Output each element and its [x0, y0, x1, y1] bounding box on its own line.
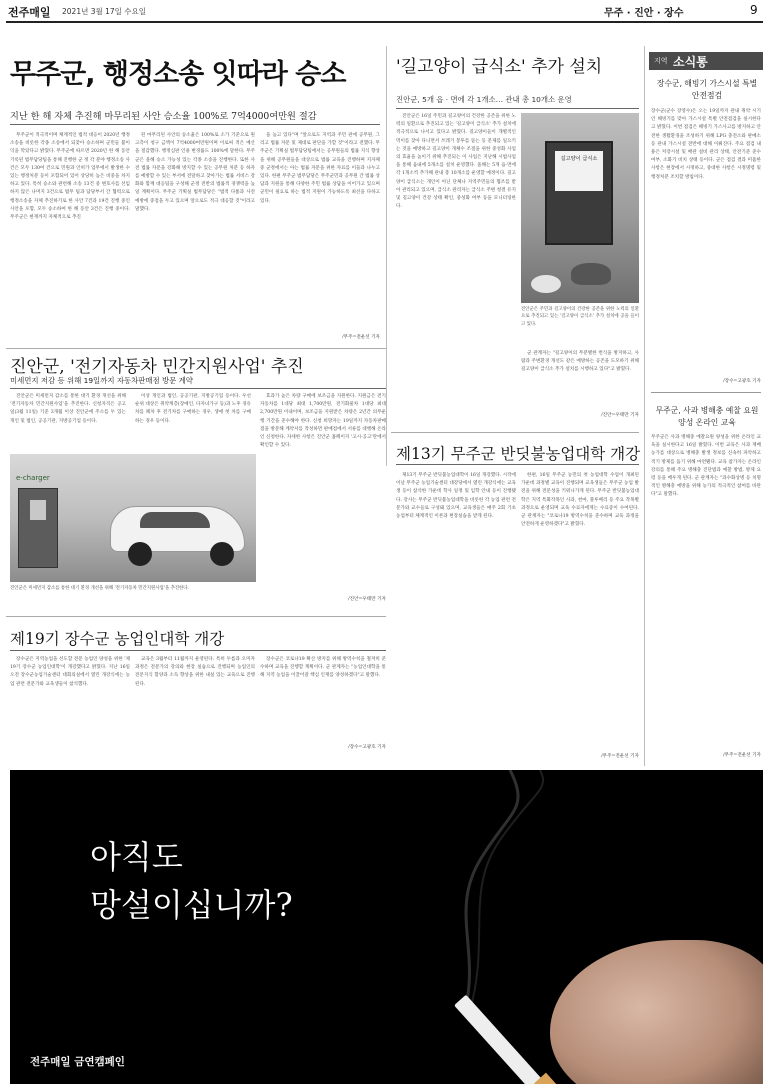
col-divider-2	[644, 46, 645, 766]
feeder-sign-text: 길고양이 급식소	[560, 156, 598, 162]
sidebar-item1-byline: /장수=고광호 기자	[723, 379, 761, 384]
article3-subhead-rule	[10, 388, 386, 389]
ad-line1: 아직도	[90, 838, 183, 876]
article2-subhead: 진안군, 5개 읍 · 면에 각 1개소… 관내 총 10개소 운영	[396, 95, 572, 104]
article3-top-rule	[6, 348, 386, 349]
cat-feeder-photo	[521, 113, 639, 303]
article3-subhead: 미세먼지 저감 등 위해 19일까지 자동차판매점 방문 계약	[10, 376, 193, 385]
ad-line2: 망설이십니까?	[90, 886, 293, 924]
article1-subhead: 지난 한 해 자체 추진해 마무리된 사안 승소율 100%로 7억4000여만원 절감	[10, 111, 317, 122]
charger-unit-2	[30, 500, 46, 520]
cat-shape	[571, 263, 611, 285]
article2-headline: '길고양이 급식소' 추가 설치	[396, 57, 603, 77]
header-rule	[6, 21, 763, 23]
article1-byline: /무주=전운선 기자	[342, 335, 380, 340]
col-divider	[386, 46, 387, 466]
article4-col2: 한편, 16일 무주군 농민의 첫 농업대학 수업이 개최된 가운데 과정별 교육이 진행되며 교육생들은 무주군 농업 발전을 위해 전문성을 키워나가게 된다. 무주군 반딧불농업대학은 지역 특화작목인 사과, 천마, 블루베리 등 주요 작목별 과정으로 운영되며 교육 수료자에게는 수료증이 수여된다. 군 관계자는 "코로나19 방역수칙을 준수하며 교육 과정을 안전하게 운영하겠다"고 밝혔다.	[521, 473, 639, 528]
paper-name: 전주매일	[8, 6, 51, 19]
article5-col2: 교육은 3월부터 11월까지 운영된다. 특히 두릅과 오미자 과정은 전문가의 강의와 현장 실습으로 진행되며 농업인의 전문지식 함양과 소득 향상을 위한 내실 있는 교육으로 진행된다.	[135, 657, 255, 687]
sidebar-label: 지역	[654, 57, 668, 65]
sidebar-item2-body: 무주군은 사과 병해충 예찰요원 양성을 위한 온라인 교육을 실시한다고 16일 밝혔다. 이번 교육은 사과 재배 농가를 대상으로 병해충 발생 정보를 신속히 파악하고 적기 방제를 돕기 위해 마련됐다. 교육 참가자는 온라인 강의를 통해 주요 병해충 진단법과 예찰 방법, 방제 요령 등을 배우게 된다. 군 관계자는 "과수화상병 등 치명적인 병해충 예방을 위해 농가의 적극적인 참여를 바란다"고 말했다.	[651, 435, 761, 498]
article5-col3: 장수군은 코로나19 확산 방지를 위해 방역수칙을 철저히 준수하며 교육을 진행할 계획이다. 군 관계자는 "농업인대학을 통해 지역 농업을 이끌어갈 핵심 인재를 양성하겠다"고 말했다.	[260, 657, 386, 679]
ev-charger-photo	[10, 454, 256, 582]
article2-col2: 군 관계자는 "길고양이의 무분별한 번식을 방지하고, 사람과 주변환경 개선도 같은 예방하는 공존을 도모하기 위해 길고양이 급식소 추가 설치를 시행하고 있다"고 밝혔다.	[521, 351, 639, 373]
section-name: 무주 · 진안 · 장수	[604, 8, 684, 19]
article3-headline: 진안군, '전기자동차 민간지원사업' 추진	[10, 357, 304, 377]
sidebar-divider	[651, 392, 761, 393]
article4-top-rule	[391, 432, 639, 433]
article2-col1: 진안군은 16일 주민과 길고양이의 건강한 공존을 위한 노력의 일환으로 추진되고 있는 '길고양이 급식소' 추가 설치에 적극적으로 나서고 있다고 밝혔다. 길고양이들이 개별적인 먹이를 찾아 다니면서 쓰레기 봉투를 뜯는 등 문제를 일으키는 것을 예방하고 길고양이 개체수 조절을 위한 중성화 사업의 효율을 높이기 위해 추진되는 이 사업은 지난해 시범사업을 통해 읍내에 5개소를 설치 운영했다. 올해는 5개 읍·면에 각 1개소씩 추가해 관내 총 10개소를 운영할 예정이다. 길고양이 급식소는 개인이 아닌 단체나 지역주민들의 협조를 받아 관리되고 있으며, 급식소 관리자는 급식소 주변 청결 유지 및 길고양이 건강 상태 확인, 중성화 여부 등을 모니터링한다.	[396, 114, 516, 210]
article3-caption: 진안군은 미세먼지 감소를 통한 대기 환경 개선을 위해 '전기자동차 민간지원사업'을 추진한다.	[10, 586, 189, 591]
article1-col1: 무주군이 적극적이며 체계적인 법적 대응이 2020년 행정소송을 비롯한 각종 소송에서 되찾아 승소하며 군민들 불이익을 막았다고 밝혔다. 무주군에 따르면 2020년 한 해 동안 기록된 법무담당팀을 통해 진행한 군 정 각 분야 행정소송 사건은 모두 130여 건으로 민원과 인허가 업무에서 발생한 수 있는 행정처분 등이 포함되어 있어 상당히 높은 비중을 차지하고 있다. 특히 승소와 관련해 소송 13건 중 변호사를 선임하지 않은 나머지 3건으로 법무 팀과 담당부서 간 협력으로 행정소송을 자체 추진하기로 한 사안 7건과 19건 진행 중인 사안을 포함, 모두 승소하여 한 해 동안 3건은 진행 중이다. 무주군은 현재까지 자체적으로 추진	[10, 133, 130, 221]
article3-col2: 이상 개인과 법인, 공공기관, 지방공기업 등이다. 우선순위 대상은 취약계층(장애인, 다자녀가구 등)과 노후 경유차를 폐차 후 전기차를 구매하는 경우, 생애 첫 차를 구매하는 경우 등이다.	[135, 394, 251, 424]
article5-top-rule	[6, 616, 386, 617]
article4-headline: 제13기 무주군 반딧불농업대학 개강	[396, 445, 641, 463]
sidebar-item2-title: 무주군, 사과 병해충 예찰 요원 양성 온라인 교육	[655, 406, 759, 427]
article5-headline: 제19기 장수군 농업인대학 개강	[10, 630, 225, 648]
article1-col2: 된 마무리된 사안의 승소율은 100%로 소가 기준으로 원고측이 청구 금액이 7억4000여만원이며 이로써 적은 예산을 절감했다. 행정심판 인용 변경률도 100%에 달한다. 무주군은 올해 승소 가능성 있는 각종 소송을 진행한다. 또한 사전 법률 자문을 강화해 방지할 수 있는 공무원 처분 등 하자를 예방할 수 있는 부서에 전달하고 찾아가는 법률 서비스 강화와 함께 대응팀을 구성해 군정 전반의 법률적 경쟁력을 높일 계획이다. 무주군 기획실 법무담당은 "법적 다툼과 사전 예방에 중점을 두고 있으며 앞으로도 적극 대응할 것"이라고 말했다.	[135, 133, 255, 212]
feeder-sign	[555, 151, 603, 191]
sidebar-item2-byline: /무주=전운선 기자	[723, 753, 761, 758]
issue-date: 2021년 3월 17일 수요일	[62, 7, 147, 16]
anti-smoking-ad	[10, 770, 763, 1084]
article5-byline: /장수=고광호 기자	[348, 745, 386, 750]
sidebar-item1-title: 장수군, 해빙기 가스시설 특별 안전점검	[656, 79, 758, 100]
article3-col3: 효과가 높은 차량 구매에 보조금을 지원한다. 지원금은 전기자동차를 1대당 최대 1,700만원, 전기화물차 1대당 최대 2,700만원 이내이며, 보조금을 지원받은 차량은 2년간 의무운행 기간을 준수해야 한다. 신청 희망자는 19일까지 자동차판매점을 방문해 계약서를 작성하면 판매점에서 서류를 대행해 온라인 신청한다. 자세한 사항은 진안군 홈페이지 '고시·공고'란에서 확인할 수 있다.	[260, 394, 386, 449]
sidebar-item1-body: 장수군(군수 장영수)은 오는 19일까지 관내 취약 시기인 해빙기를 맞아 가스시설 특별 안전점검을 실시한다고 밝혔다. 이번 점검은 해빙기 가스사고를 방지하고 안전한 생활환경을 조성하기 위해 LPG 충전소와 판매소 등 관내 가스시설 전반에 대해 이뤄진다. 주요 점검 내용은 저장시설 및 배관 설비 관리 상태, 안전기준 준수 여부, 소화기 비치 상태 등이다. 군은 점검 결과 미흡한 사항은 현장에서 시정하고, 중대한 사항은 시정명령 및 행정처분 조치할 방침이다.	[651, 109, 761, 180]
article5-col1: 장수군은 지역농업을 선도할 전문 농업인 양성을 위한 '제19기 장수군 농업인대학'이 개강했다고 밝혔다. 지난 16일 오전 장수군농업기술센터 대회의실에서 열린 개강식에는 농업 관련 전문가와 교육생들이 참석했다.	[10, 657, 130, 687]
cat-shape-2	[531, 275, 561, 293]
article1-headline: 무주군, 행정소송 잇따라 승소	[10, 59, 346, 90]
article1-subhead-rule	[10, 124, 380, 125]
page-number: 9	[750, 3, 758, 17]
article2-byline: /진안=우태만 기자	[601, 413, 639, 418]
article4-col1: 제13기 무주군 반딧불농업대학이 16일 개강했다. 시작에 이날 무주군 농업기술센터 대강당에서 열린 개강식에는 교육생 등이 참석한 가운데 학사 일정 및 입학 안내 등이 진행됐다. 강사는 무주군 반딧불농업대학을 비롯한 각 농업 관련 전문가와 교수들로 구성돼 있으며, 교육생들은 매주 2회 기초 농업부터 체계적인 이론과 현장실습을 받게 된다.	[396, 473, 516, 520]
ev-car-wheel	[128, 542, 152, 566]
article5-rule	[10, 650, 386, 651]
article4-rule	[396, 464, 639, 465]
article3-byline: /진안=우태만 기자	[348, 597, 386, 602]
article3-col1: 진안군은 미세먼지 감소를 통한 대기 환경 개선을 위해 '전기자동차 민간지원사업'을 추진한다. 신청자격은 공고일(3월 11일) 기준 3개월 이상 진안군에 주소를 두 있는 개인 및 법인, 공공기관, 지방공기업 등이다.	[10, 394, 126, 424]
sidebar-banner	[649, 52, 763, 70]
charger-sign: e-charger	[16, 474, 50, 482]
article2-subhead-rule	[396, 108, 639, 109]
article2-caption: 진안군은 주민과 길고양이의 건강한 공존을 위한 노력의 일환으로 추진되고 있는 '길고양이 급식소' 추가 설치에 공을 들이고 있다.	[521, 307, 639, 327]
masthead-bar	[0, 0, 769, 22]
ev-car-wheel-2	[210, 542, 234, 566]
sidebar-title: 소식통	[673, 55, 708, 69]
article1-col3: 을 높고 있다"며 "앞으로도 지역과 주민 관에 공무원, 그리고 법률 자문 및 제대로 판단을 가할 것"이라고 전했다. 무주군은 기획실 법무담당팀에서는 공무원들의 법률 지식 향상을 위해 공무원들을 대상으로 법률 교육을 진행하며 지자체 중 군정에서는 아는 법률 자문을 위한 자료를 이들과 나누고 있다. 한편 무주군 법무담당은 무주군민과 공무원 간 법률 상담과 지원을 통해 다양한 주민 법률 상담을 이어가고 있으며 군민이 필요로 하는 법적 지원이 가능하도록 최선을 다하고 있다.	[260, 133, 380, 204]
ad-footer: 전주매일 금연캠페인	[30, 1056, 125, 1068]
ev-car-window	[140, 512, 210, 528]
article4-byline: /무주=전운선 기자	[601, 754, 639, 759]
